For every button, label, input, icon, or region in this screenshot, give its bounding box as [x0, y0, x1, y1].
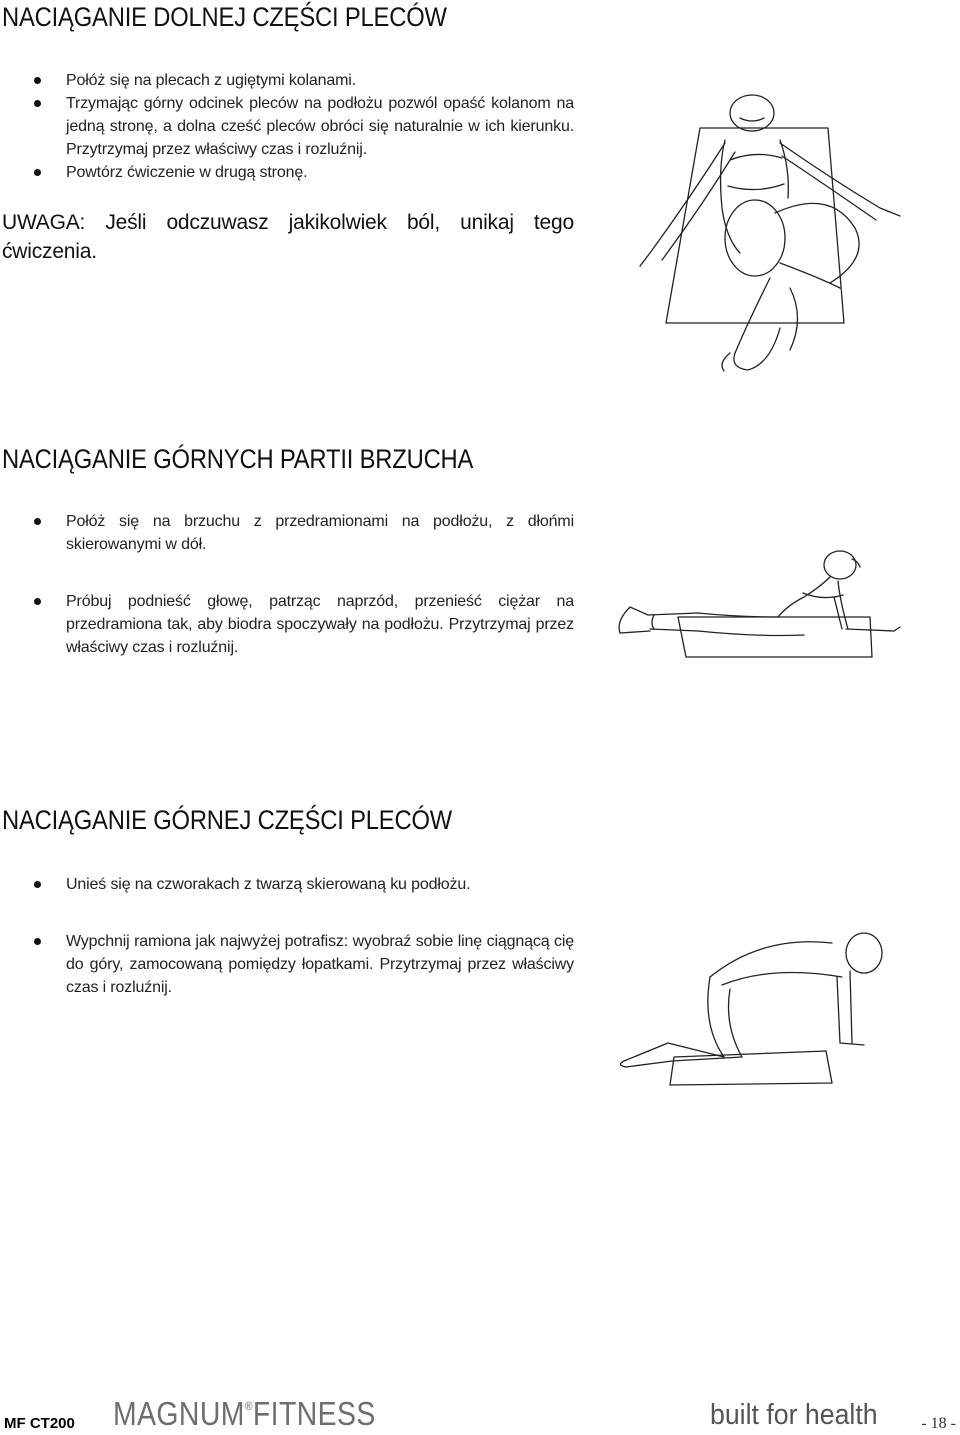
list-item: Próbuj podnieść głowę, patrząc naprzód, przenieść ciężar na przedramiona tak, aby biodra spoczywały na podłożu. Przytrzymaj przez właściwy czas i rozluźnij.	[34, 590, 574, 659]
brand-name: MAGNUM	[113, 1395, 245, 1432]
page-number: - 18 -	[921, 1415, 956, 1432]
model-label: MF CT200	[4, 1415, 75, 1432]
registered-mark: ®	[244, 1399, 253, 1413]
brand-logo	[113, 1395, 376, 1433]
brand-tagline: built for health	[710, 1399, 878, 1431]
bullet-list-upper-abs	[34, 510, 574, 659]
section-title-upper-abs: NACIĄGANIE GÓRNYCH PARTII BRZUCHA	[2, 444, 474, 474]
illustration-lower-back-twist	[630, 88, 930, 378]
brand-name-suffix: FITNESS	[252, 1395, 376, 1432]
list-item: Połóż się na brzuchu z przedramionami na podłożu, z dłońmi skierowanymi w dół.	[34, 510, 574, 556]
list-item: Trzymając górny odcinek pleców na podłożu pozwól opaść kolanom na jedną stronę, a dolna cześć pleców obróci się naturalnie w ich kierunku. Przytrzymaj przez właściwy czas i rozluźnij.	[34, 92, 574, 161]
page-footer	[0, 1395, 960, 1435]
section-title-lower-back: NACIĄGANIE DOLNEJ CZĘŚCI PLECÓW	[2, 2, 447, 32]
section-title-upper-back: NACIĄGANIE GÓRNEJ CZĘŚCI PLECÓW	[2, 805, 453, 835]
warning-note: UWAGA: Jeśli odczuwasz jakikolwiek ból, unikaj tego ćwiczenia.	[2, 211, 574, 263]
bullet-list-upper-back	[34, 873, 574, 999]
illustration-cat-stretch	[612, 925, 902, 1095]
list-item: Wypchnij ramiona jak najwyżej potrafisz: wyobraź sobie linę ciągnącą cię do góry, zamocowaną pomiędzy łopatkami. Przytrzymaj przez właściwy czas i rozluźnij.	[34, 930, 574, 999]
list-item: Powtórz ćwiczenie w drugą stronę.	[34, 161, 574, 184]
list-item: Połóż się na plecach z ugiętymi kolanami.	[34, 69, 574, 92]
illustration-prone-back-extension	[608, 545, 908, 670]
bullet-list-lower-back	[34, 69, 574, 184]
list-item: Unieś się na czworakach z twarzą skierowaną ku podłożu.	[34, 873, 574, 896]
